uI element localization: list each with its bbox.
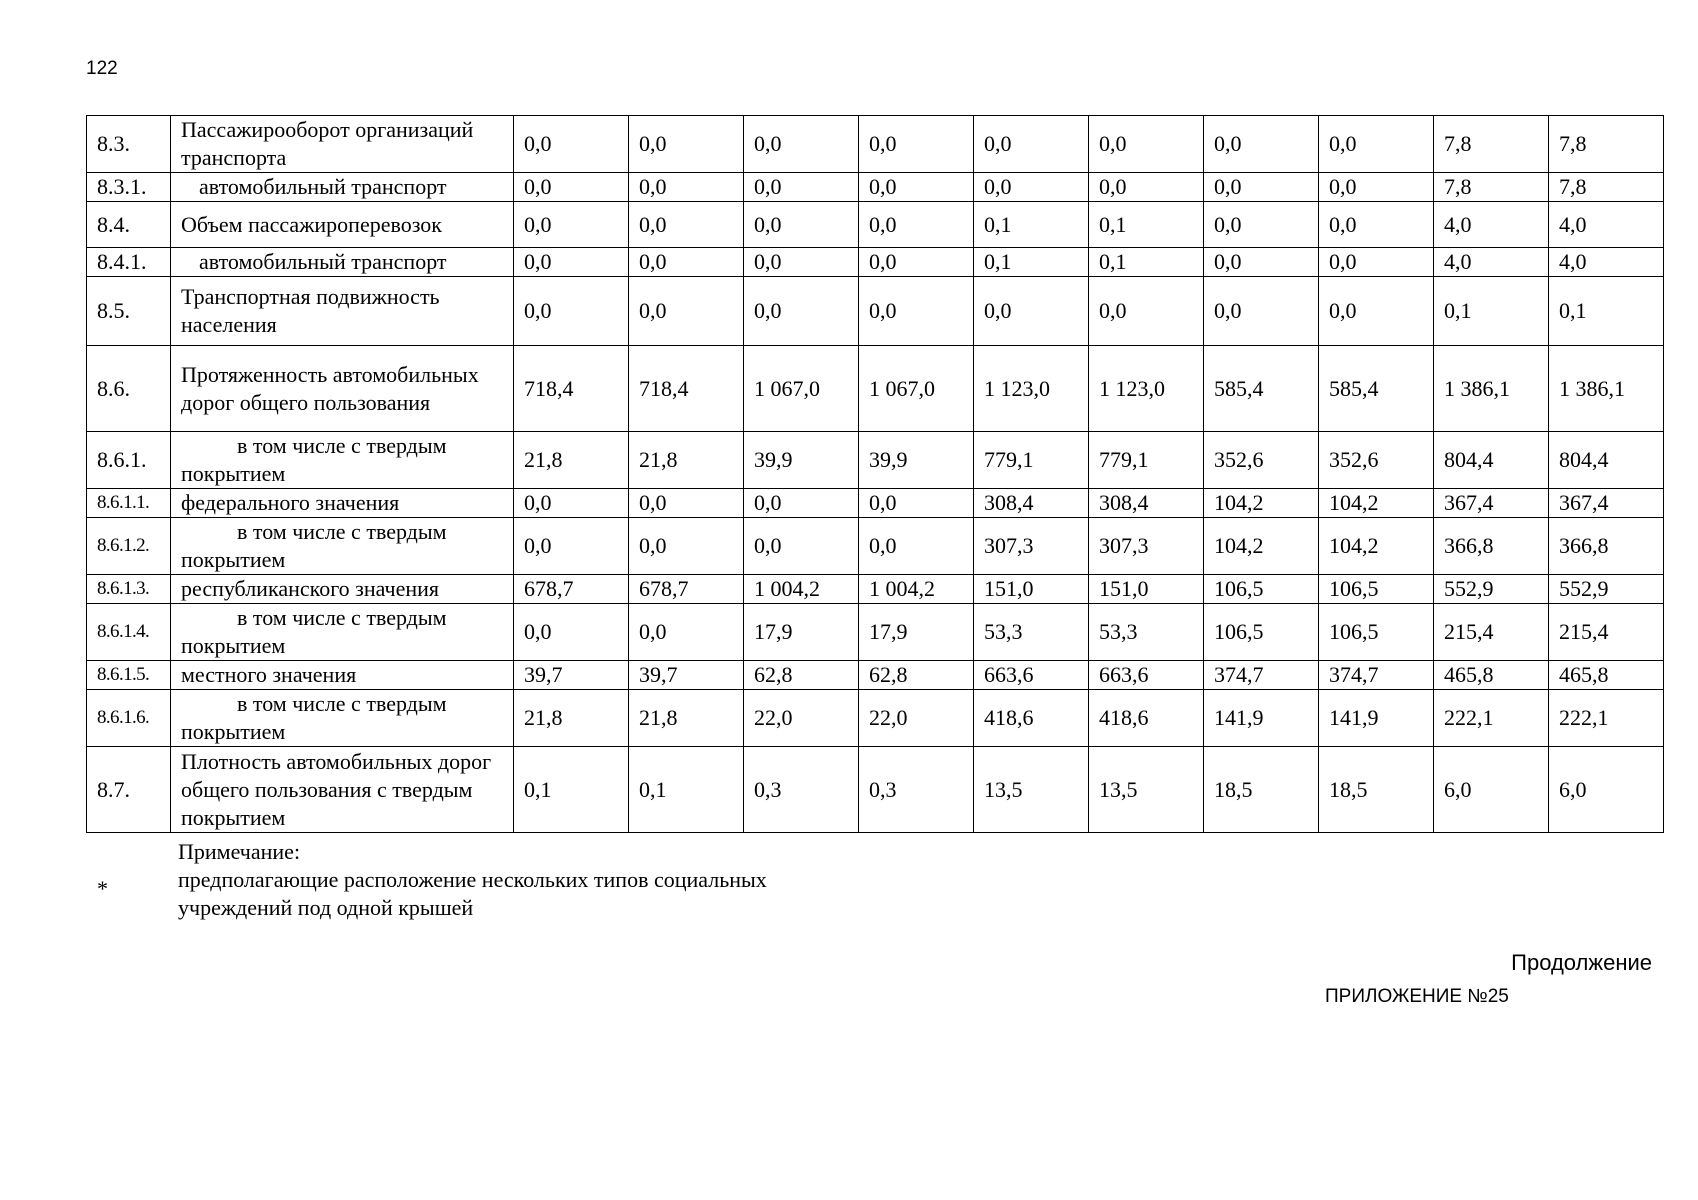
row-code: 8.4.1.	[87, 248, 171, 277]
value-cell: 0,0	[859, 116, 974, 173]
value-cell: 352,6	[1319, 432, 1434, 489]
value-cell: 663,6	[974, 661, 1089, 690]
row-code: 8.6.1.3.	[87, 575, 171, 604]
value-cell: 104,2	[1319, 518, 1434, 575]
value-cell: 0,1	[974, 248, 1089, 277]
row-code: 8.6.	[87, 346, 171, 432]
value-cell: 718,4	[629, 346, 744, 432]
row-code: 8.6.1.4.	[87, 604, 171, 661]
row-label: Транспортная подвижность населения	[181, 284, 440, 337]
table-row	[87, 202, 1664, 248]
value-cell: 4,0	[1434, 202, 1549, 248]
value-cell: 7,8	[1434, 173, 1549, 202]
value-cell: 418,6	[974, 690, 1089, 747]
value-cell: 0,0	[629, 116, 744, 173]
value-cell: 0,3	[744, 747, 859, 833]
value-cell: 0,0	[514, 489, 629, 518]
row-label: автомобильный транспорт	[199, 174, 447, 199]
value-cell: 0,0	[629, 248, 744, 277]
value-cell: 0,0	[1089, 116, 1204, 173]
value-cell: 0,0	[974, 277, 1089, 346]
value-cell: 0,0	[1319, 116, 1434, 173]
value-cell: 18,5	[1319, 747, 1434, 833]
value-cell: 804,4	[1549, 432, 1664, 489]
row-code: 8.5.	[87, 277, 171, 346]
row-label: Протяженность автомобильных дорог общего пользования	[181, 361, 479, 415]
value-cell: 0,1	[1549, 277, 1664, 346]
row-label-cell	[171, 604, 514, 661]
row-label-cell	[171, 489, 514, 518]
value-cell: 0,0	[859, 489, 974, 518]
table-row	[87, 518, 1664, 575]
table-row	[87, 116, 1664, 173]
value-cell: 0,0	[974, 116, 1089, 173]
value-cell: 7,8	[1549, 116, 1664, 173]
value-cell: 0,0	[514, 202, 629, 248]
row-label-cell	[171, 277, 514, 346]
value-cell: 0,0	[744, 202, 859, 248]
value-cell: 0,0	[514, 248, 629, 277]
value-cell: 141,9	[1204, 690, 1319, 747]
value-cell: 6,0	[1549, 747, 1664, 833]
value-cell: 0,0	[1204, 116, 1319, 173]
value-cell: 585,4	[1319, 346, 1434, 432]
value-cell: 0,0	[859, 173, 974, 202]
value-cell: 151,0	[1089, 575, 1204, 604]
value-cell: 39,7	[629, 661, 744, 690]
value-cell: 307,3	[1089, 518, 1204, 575]
value-cell: 1 004,2	[859, 575, 974, 604]
row-label-cell	[171, 518, 514, 575]
value-cell: 4,0	[1549, 202, 1664, 248]
footnote-title: Примечание:	[178, 839, 301, 864]
value-cell: 0,0	[1204, 202, 1319, 248]
value-cell: 0,0	[1204, 277, 1319, 346]
value-cell: 718,4	[514, 346, 629, 432]
row-label: в том числе с твердым покрытием	[181, 433, 447, 486]
value-cell: 106,5	[1204, 575, 1319, 604]
value-cell: 4,0	[1549, 248, 1664, 277]
value-cell: 18,5	[1204, 747, 1319, 833]
value-cell: 0,0	[859, 202, 974, 248]
value-cell: 308,4	[1089, 489, 1204, 518]
value-cell: 0,0	[859, 248, 974, 277]
value-cell: 0,0	[744, 277, 859, 346]
row-label-cell	[171, 747, 514, 833]
value-cell: 151,0	[974, 575, 1089, 604]
value-cell: 663,6	[1089, 661, 1204, 690]
value-cell: 7,8	[1549, 173, 1664, 202]
value-cell: 222,1	[1434, 690, 1549, 747]
value-cell: 0,0	[1204, 248, 1319, 277]
value-cell: 0,0	[744, 173, 859, 202]
value-cell: 1 386,1	[1549, 346, 1664, 432]
value-cell: 1 123,0	[1089, 346, 1204, 432]
value-cell: 465,8	[1434, 661, 1549, 690]
value-cell: 0,1	[514, 747, 629, 833]
value-cell: 418,6	[1089, 690, 1204, 747]
row-label-cell	[171, 116, 514, 173]
value-cell: 0,0	[629, 202, 744, 248]
value-cell: 367,4	[1434, 489, 1549, 518]
row-label-cell	[171, 432, 514, 489]
value-cell: 0,0	[514, 116, 629, 173]
value-cell: 104,2	[1319, 489, 1434, 518]
row-label: автомобильный транспорт	[199, 249, 447, 274]
row-code: 8.3.	[87, 116, 171, 173]
value-cell: 678,7	[629, 575, 744, 604]
value-cell: 62,8	[744, 661, 859, 690]
value-cell: 53,3	[974, 604, 1089, 661]
value-cell: 779,1	[1089, 432, 1204, 489]
row-code: 8.3.1.	[87, 173, 171, 202]
value-cell: 366,8	[1434, 518, 1549, 575]
value-cell: 39,9	[744, 432, 859, 489]
value-cell: 215,4	[1549, 604, 1664, 661]
row-label-cell	[171, 248, 514, 277]
row-label: Плотность автомобильных дорог общего пользования с твердым покрытием	[181, 748, 492, 830]
value-cell: 13,5	[974, 747, 1089, 833]
row-label: Объем пассажироперевозок	[181, 211, 442, 237]
value-cell: 0,0	[744, 116, 859, 173]
value-cell: 21,8	[629, 432, 744, 489]
value-cell: 0,0	[514, 518, 629, 575]
table-row	[87, 575, 1664, 604]
table-row	[87, 173, 1664, 202]
value-cell: 0,0	[1089, 277, 1204, 346]
row-label: Пассажирооборот организаций транспорта	[181, 117, 474, 170]
row-code: 8.6.1.2.	[87, 518, 171, 575]
value-cell: 6,0	[1434, 747, 1549, 833]
value-cell: 0,0	[1319, 202, 1434, 248]
row-label: федерального значения	[181, 490, 400, 515]
row-label: в том числе с твердым покрытием	[181, 519, 447, 572]
footnote-text: предполагающие расположение нескольких типов социальных учреждений под одной крышей	[178, 867, 767, 920]
value-cell: 62,8	[859, 661, 974, 690]
value-cell: 21,8	[629, 690, 744, 747]
value-cell: 106,5	[1319, 575, 1434, 604]
value-cell: 1 386,1	[1434, 346, 1549, 432]
value-cell: 39,9	[859, 432, 974, 489]
value-cell: 779,1	[974, 432, 1089, 489]
table-row	[87, 346, 1664, 432]
footnote	[178, 838, 878, 922]
value-cell: 0,0	[744, 518, 859, 575]
data-table	[86, 115, 1664, 833]
value-cell: 0,0	[859, 518, 974, 575]
value-cell: 106,5	[1204, 604, 1319, 661]
value-cell: 552,9	[1549, 575, 1664, 604]
value-cell: 141,9	[1319, 690, 1434, 747]
value-cell: 352,6	[1204, 432, 1319, 489]
row-label: в том числе с твердым покрытием	[181, 605, 447, 658]
value-cell: 53,3	[1089, 604, 1204, 661]
value-cell: 17,9	[744, 604, 859, 661]
table-row	[87, 661, 1664, 690]
value-cell: 0,0	[629, 173, 744, 202]
appendix-label: ПРИЛОЖЕНИЕ №25	[1325, 986, 1509, 1007]
continuation-label: Продолжение	[1511, 950, 1652, 975]
value-cell: 0,0	[514, 604, 629, 661]
table-body	[87, 116, 1664, 833]
table-row	[87, 747, 1664, 833]
row-code: 8.6.1.	[87, 432, 171, 489]
value-cell: 22,0	[744, 690, 859, 747]
row-label-cell	[171, 690, 514, 747]
value-cell: 366,8	[1549, 518, 1664, 575]
row-label-cell	[171, 202, 514, 248]
value-cell: 0,0	[629, 518, 744, 575]
value-cell: 0,0	[859, 277, 974, 346]
value-cell: 552,9	[1434, 575, 1549, 604]
value-cell: 215,4	[1434, 604, 1549, 661]
value-cell: 307,3	[974, 518, 1089, 575]
row-code: 8.4.	[87, 202, 171, 248]
value-cell: 0,0	[1319, 173, 1434, 202]
value-cell: 0,1	[1434, 277, 1549, 346]
value-cell: 21,8	[514, 690, 629, 747]
value-cell: 106,5	[1319, 604, 1434, 661]
table-row	[87, 277, 1664, 346]
table-row	[87, 690, 1664, 747]
row-label: местного значения	[181, 662, 357, 687]
value-cell: 0,0	[514, 173, 629, 202]
value-cell: 0,0	[974, 173, 1089, 202]
row-code: 8.6.1.6.	[87, 690, 171, 747]
value-cell: 17,9	[859, 604, 974, 661]
value-cell: 367,4	[1549, 489, 1664, 518]
value-cell: 222,1	[1549, 690, 1664, 747]
value-cell: 0,0	[629, 277, 744, 346]
value-cell: 465,8	[1549, 661, 1664, 690]
value-cell: 1 004,2	[744, 575, 859, 604]
row-label-cell	[171, 346, 514, 432]
value-cell: 13,5	[1089, 747, 1204, 833]
value-cell: 308,4	[974, 489, 1089, 518]
value-cell: 0,0	[629, 604, 744, 661]
value-cell: 1 123,0	[974, 346, 1089, 432]
value-cell: 104,2	[1204, 489, 1319, 518]
table-row	[87, 432, 1664, 489]
row-code: 8.6.1.5.	[87, 661, 171, 690]
value-cell: 804,4	[1434, 432, 1549, 489]
value-cell: 0,0	[744, 489, 859, 518]
footnote-star: *	[97, 876, 108, 901]
page-number: 122	[86, 58, 118, 79]
value-cell: 0,0	[1319, 277, 1434, 346]
value-cell: 1 067,0	[859, 346, 974, 432]
value-cell: 22,0	[859, 690, 974, 747]
value-cell: 0,1	[1089, 248, 1204, 277]
table-row	[87, 489, 1664, 518]
value-cell: 0,0	[629, 489, 744, 518]
value-cell: 0,0	[514, 277, 629, 346]
value-cell: 4,0	[1434, 248, 1549, 277]
value-cell: 7,8	[1434, 116, 1549, 173]
table-row	[87, 248, 1664, 277]
value-cell: 0,3	[859, 747, 974, 833]
value-cell: 0,1	[1089, 202, 1204, 248]
row-label: в том числе с твердым покрытием	[181, 691, 447, 744]
row-code: 8.7.	[87, 747, 171, 833]
value-cell: 678,7	[514, 575, 629, 604]
value-cell: 0,0	[1204, 173, 1319, 202]
row-label: республиканского значения	[181, 576, 440, 601]
value-cell: 0,0	[744, 248, 859, 277]
value-cell: 0,1	[974, 202, 1089, 248]
value-cell: 585,4	[1204, 346, 1319, 432]
value-cell: 374,7	[1204, 661, 1319, 690]
value-cell: 104,2	[1204, 518, 1319, 575]
value-cell: 374,7	[1319, 661, 1434, 690]
value-cell: 0,0	[1089, 173, 1204, 202]
row-label-cell	[171, 173, 514, 202]
value-cell: 39,7	[514, 661, 629, 690]
value-cell: 0,0	[1319, 248, 1434, 277]
value-cell: 1 067,0	[744, 346, 859, 432]
value-cell: 0,1	[629, 747, 744, 833]
row-code: 8.6.1.1.	[87, 489, 171, 518]
row-label-cell	[171, 575, 514, 604]
value-cell: 21,8	[514, 432, 629, 489]
row-label-cell	[171, 661, 514, 690]
table-row	[87, 604, 1664, 661]
